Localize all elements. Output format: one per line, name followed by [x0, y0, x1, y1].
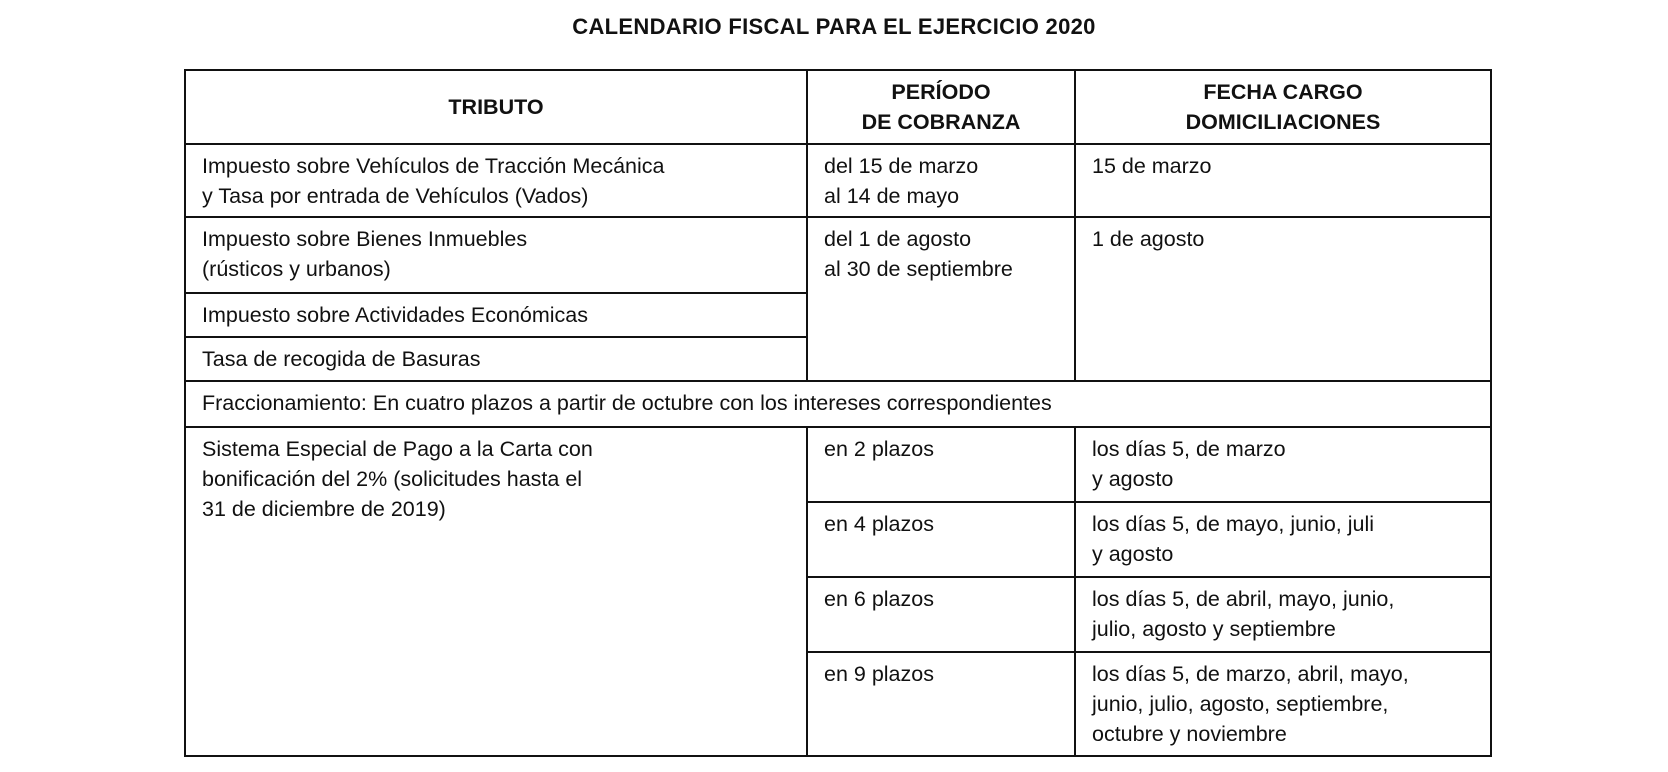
cell-tributo: Impuesto sobre Bienes Inmuebles (rústicos y urbanos) [185, 217, 807, 293]
cell-tributo: Impuesto sobre Actividades Económicas [185, 293, 807, 337]
cell-fechas: los días 5, de marzo y agosto [1075, 427, 1491, 502]
cell-fecha: 15 de marzo [1075, 144, 1491, 217]
cell-tributo: Tasa de recogida de Basuras [185, 337, 807, 381]
cell-plazos: en 4 plazos [807, 502, 1075, 577]
table-row [185, 144, 1491, 217]
header-tributo: TRIBUTO [185, 70, 807, 144]
page-title: CALENDARIO FISCAL PARA EL EJERCICIO 2020 [572, 14, 1096, 39]
cell-fechas: los días 5, de marzo, abril, mayo, junio, julio, agosto, septiembre, octubre y noviembre [1075, 652, 1491, 756]
header-fecha: FECHA CARGO DOMICILIACIONES [1075, 70, 1491, 144]
cell-fechas: los días 5, de mayo, junio, juli y agosto [1075, 502, 1491, 577]
table-row [185, 381, 1491, 427]
table-row [185, 217, 1491, 293]
header-periodo: PERÍODO DE COBRANZA [807, 70, 1075, 144]
table-header-row [185, 70, 1491, 144]
cell-periodo: del 1 de agosto al 30 de septiembre [807, 217, 1075, 381]
cell-plazos: en 2 plazos [807, 427, 1075, 502]
cell-tributo: Sistema Especial de Pago a la Carta con bonificación del 2% (solicitudes hasta el 31 de diciembre de 2019) [185, 427, 807, 756]
fiscal-calendar-table [184, 69, 1492, 757]
cell-periodo: del 15 de marzo al 14 de mayo [807, 144, 1075, 217]
cell-fechas: los días 5, de abril, mayo, junio, julio, agosto y septiembre [1075, 577, 1491, 652]
cell-plazos: en 6 plazos [807, 577, 1075, 652]
cell-fecha: 1 de agosto [1075, 217, 1491, 381]
table-row [185, 427, 1491, 502]
cell-plazos: en 9 plazos [807, 652, 1075, 756]
cell-tributo: Impuesto sobre Vehículos de Tracción Mecánica y Tasa por entrada de Vehículos (Vados) [185, 144, 807, 217]
cell-fraccionamiento: Fraccionamiento: En cuatro plazos a partir de octubre con los intereses correspondientes [185, 381, 1491, 427]
